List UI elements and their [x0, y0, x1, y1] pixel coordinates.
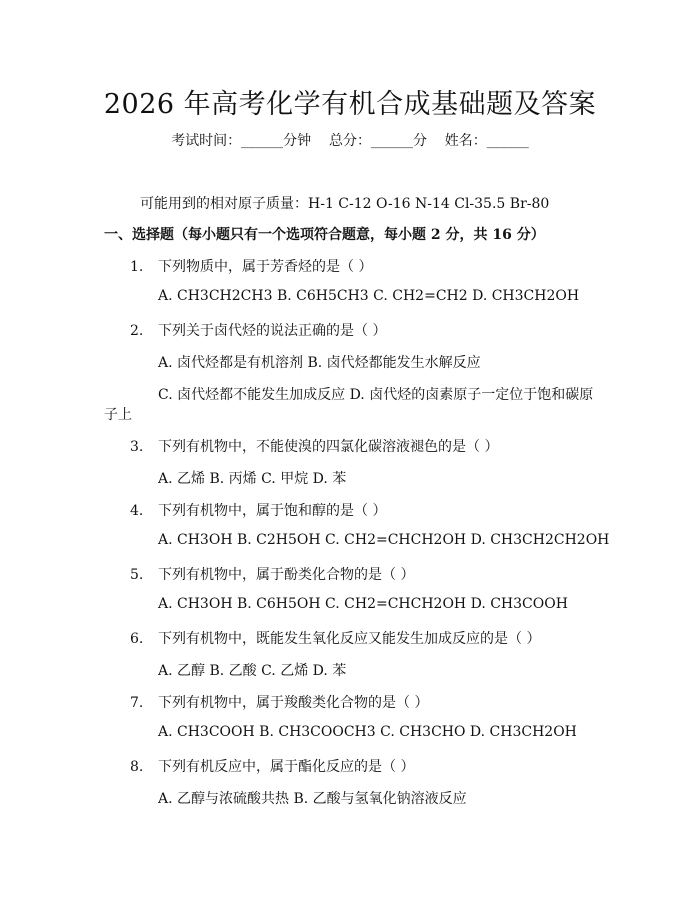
question-text: 下列有机物中，属于饱和醇的是（ ）: [158, 503, 387, 519]
question-8-options: A. 乙醇与浓硫酸共热 B. 乙酸与氢氧化钠溶液反应: [158, 791, 467, 807]
question-5-options: A. CH3OH B. C6H5OH C. CH2=CHCH2OH D. CH3COOH: [158, 596, 568, 612]
question-2-options-line-1: A. 卤代烃都是有机溶剂 B. 卤代烃都能发生水解反应: [158, 355, 481, 371]
question-number: 7.: [130, 695, 144, 711]
question-3: [130, 436, 498, 456]
question-text: 下列有机物中，属于酚类化合物的是（ ）: [158, 567, 415, 583]
question-8: [130, 756, 414, 776]
question-2: [130, 320, 386, 340]
question-number: 6.: [130, 631, 144, 647]
question-number: 8.: [130, 759, 144, 775]
question-text: 下列关于卤代烃的说法正确的是（ ）: [158, 323, 387, 339]
question-7: [130, 692, 428, 712]
question-2-options-line-3: 子上: [104, 407, 132, 423]
question-7-options: A. CH3COOH B. CH3COOCH3 C. CH3CHO D. CH3CH2OH: [158, 724, 577, 740]
question-1: [130, 256, 372, 276]
question-text: 下列物质中，属于芳香烃的是（ ）: [158, 259, 373, 275]
question-number: 5.: [130, 567, 144, 583]
question-text: 下列有机物中，不能使溴的四氯化碳溶液褪色的是（ ）: [158, 439, 499, 455]
question-4: [130, 500, 386, 520]
exam-info: 考试时间：______分钟 总分：______分 姓名：______: [171, 133, 529, 149]
question-4-options: A. CH3OH B. C2H5OH C. CH2=CHCH2OH D. CH3CH2CH2OH: [158, 532, 610, 548]
question-5: [130, 564, 414, 584]
section-heading: 一、选择题（每小题只有一个选项符合题意，每小题 2 分，共 16 分）: [104, 227, 545, 243]
question-1-options: A. CH3CH2CH3 B. C6H5CH3 C. CH2=CH2 D. CH3CH2OH: [158, 288, 580, 304]
question-text: 下列有机物中，属于羧酸类化合物的是（ ）: [158, 695, 429, 711]
question-2-options-line-2: C. 卤代烃都不能发生加成反应 D. 卤代烃的卤素原子一定位于饱和碳原: [158, 387, 594, 403]
atomic-mass-note: 可能用到的相对原子质量：H-1 C-12 O-16 N-14 Cl-35.5 Br-80: [140, 196, 550, 212]
question-text: 下列有机反应中，属于酯化反应的是（ ）: [158, 759, 415, 775]
question-number: 1.: [130, 259, 144, 275]
question-number: 4.: [130, 503, 144, 519]
question-6: [130, 628, 540, 648]
question-number: 2.: [130, 323, 144, 339]
question-6-options: A. 乙醇 B. 乙酸 C. 乙烯 D. 苯: [158, 663, 347, 679]
question-text: 下列有机物中，既能发生氧化反应又能发生加成反应的是（ ）: [158, 631, 541, 647]
page-title: 2026 年高考化学有机合成基础题及答案: [103, 89, 597, 120]
question-3-options: A. 乙烯 B. 丙烯 C. 甲烷 D. 苯: [158, 471, 347, 487]
question-number: 3.: [130, 439, 144, 455]
